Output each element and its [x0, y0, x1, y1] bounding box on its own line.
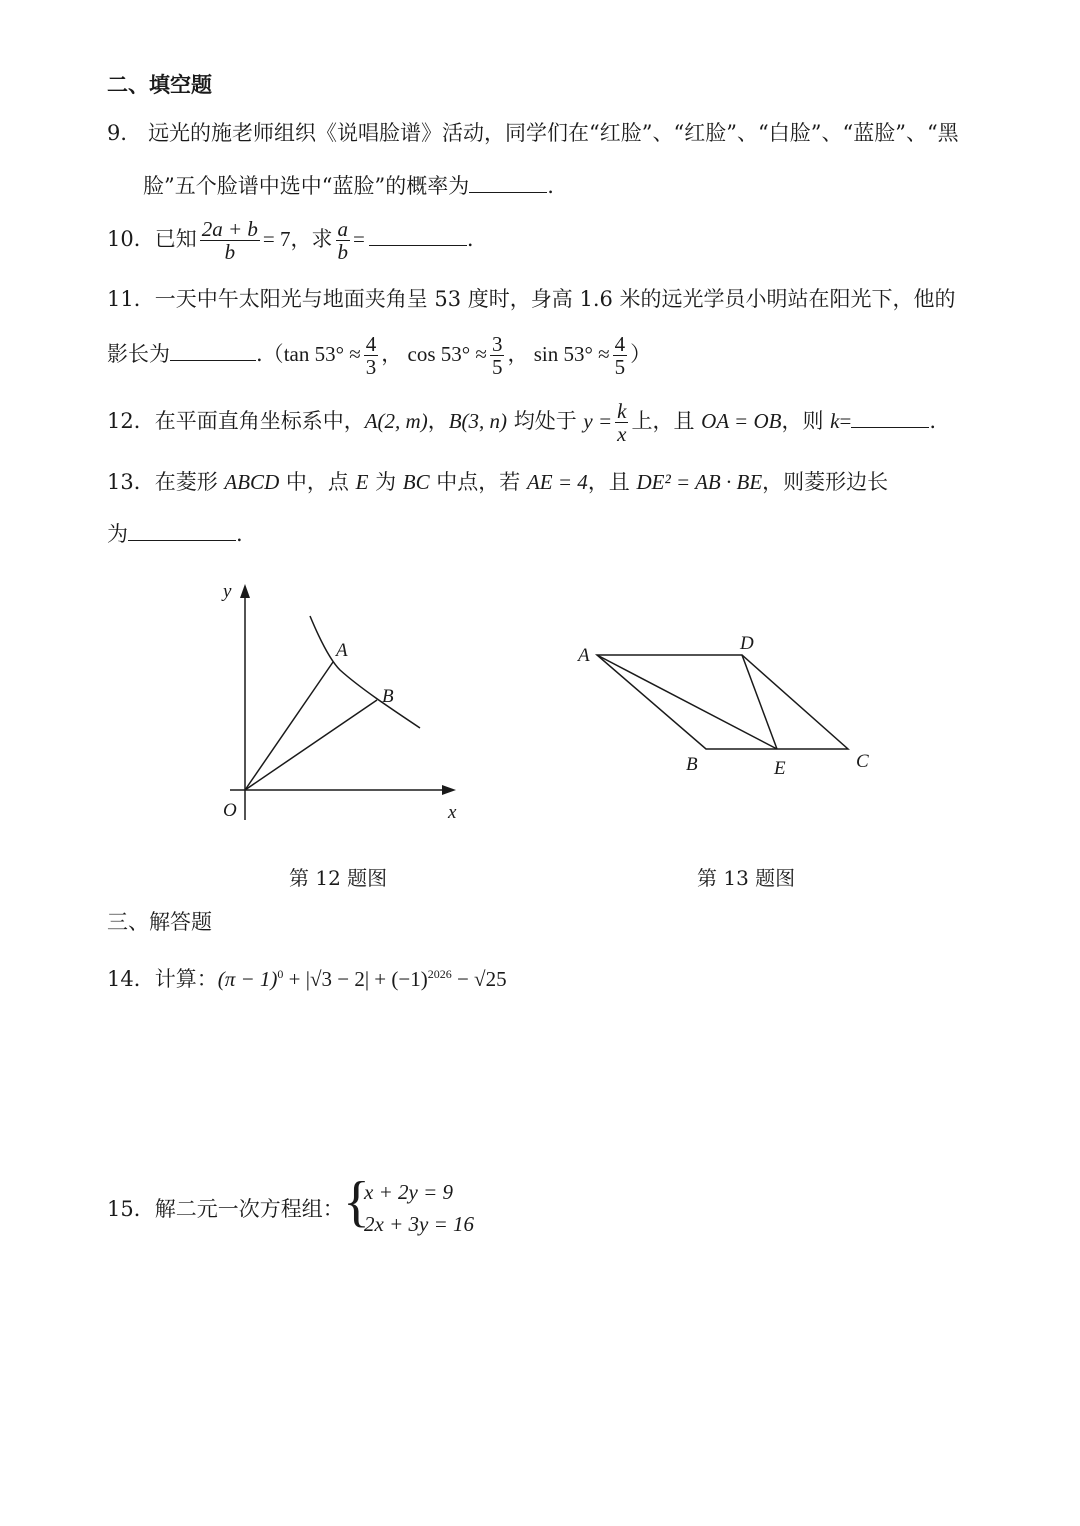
question-9-text-2: 脸”五个脸谱中选中“蓝脸”的概率为 [143, 174, 470, 198]
label-a: A [336, 640, 348, 661]
question-11-line-1: 11．一天中午太阳光与地面夹角呈 53 度时，身高 1.6 米的远光学员小明站在阳光下，他的 [107, 287, 956, 311]
rhombus-abcd [597, 655, 848, 749]
figure-13 [570, 625, 890, 795]
y-axis-arrow-icon [240, 584, 250, 598]
expression-14: $(\pi - 1)^0 + |√3 - 2| + (-1)^{2026} - √25$ [217, 967, 507, 991]
equation-1: x + 2y = 9 [364, 1180, 453, 1204]
question-14: 14．计算：$(\pi - 1)^0 + |√3 - 2| + (-1)^{2026} - √25$ [107, 967, 507, 991]
question-12: 12．在平面直角坐标系中，A(2, m)，B(3, n) 均处于 y = $\frac{k}{x}$ 上，且 OA = OB，则 k= . [107, 399, 936, 447]
segment-oa [245, 662, 333, 790]
label-b: B [382, 686, 394, 707]
label-c: C [856, 751, 869, 772]
fraction-cos: $\frac{3}{5}$ [491, 332, 503, 380]
label-b: B [686, 754, 698, 775]
label-x: x [448, 802, 457, 823]
question-10: 10．已知 $\frac{2a + b}{b}$ = 7，求 $\frac{a}{b}$ = . [107, 217, 474, 265]
answer-blank-10[interactable] [369, 227, 467, 246]
x-axis-arrow-icon [442, 785, 456, 795]
segment-ob [245, 700, 377, 790]
question-13-line-1: 13．在菱形 ABCD 中，点 E 为 BC 中点，若 AE = 4，且 DE² = AB · BE，则菱形边长 [107, 470, 889, 494]
label-y: y [223, 581, 232, 602]
equation-2: 2x + 3y = 16 [364, 1212, 474, 1236]
label-a: A [578, 645, 590, 666]
figure-12 [190, 570, 480, 840]
answer-blank-13[interactable] [128, 522, 236, 541]
segment-ae [597, 655, 777, 749]
fraction-2a-plus-b-over-b: $\frac{2a + b}{b}$ [201, 217, 258, 265]
section-title-answers: 三、解答题 [107, 910, 212, 934]
answer-blank-12[interactable] [851, 409, 929, 428]
question-9-line-2: 脸”五个脸谱中选中“蓝脸”的概率为 . [143, 174, 554, 198]
figure-12-caption: 第 12 题图 [289, 866, 388, 890]
answer-blank-11[interactable] [170, 342, 256, 361]
label-e: E [774, 758, 786, 779]
question-11-line-2: 影长为 .（tan 53° ≈ $\frac{4}{3}$ ， cos 53° ≈ $\frac{3}{5}$ ， sin 53° ≈ $\frac{4}{5}$ ） [107, 332, 652, 380]
brace-icon: { [343, 1171, 370, 1233]
fraction-tan: $\frac{4}{3}$ [365, 332, 377, 380]
label-o: O [223, 800, 237, 821]
point-b-coords: B(3, n) [448, 409, 508, 434]
question-9-line-1 [107, 123, 959, 144]
fraction-sin: $\frac{4}{5}$ [614, 332, 626, 380]
figure-13-caption: 第 13 题图 [697, 866, 796, 890]
fraction-a-over-b: $\frac{a}{b}$ [337, 217, 348, 265]
segment-de [742, 655, 777, 749]
question-13-line-2: 为 . [107, 522, 243, 546]
question-9-text-1: 远光的施老师组织《说唱脸谱》活动，同学们在“红脸”、“红脸”、“白脸”、“蓝脸”、“黑 [148, 121, 959, 145]
question-10-label: 10．已知 [107, 227, 197, 252]
point-a-coords: A(2, m) [364, 409, 428, 434]
question-15-label: 15．解二元一次方程组： [107, 1197, 344, 1221]
fraction-k-over-x: $\frac{k}{x}$ [617, 399, 627, 447]
section-title-fill-blank: 二、填空题 [107, 72, 212, 97]
answer-blank-9[interactable] [469, 174, 547, 193]
question-9-number: 9． [107, 121, 142, 145]
label-d: D [740, 633, 754, 654]
